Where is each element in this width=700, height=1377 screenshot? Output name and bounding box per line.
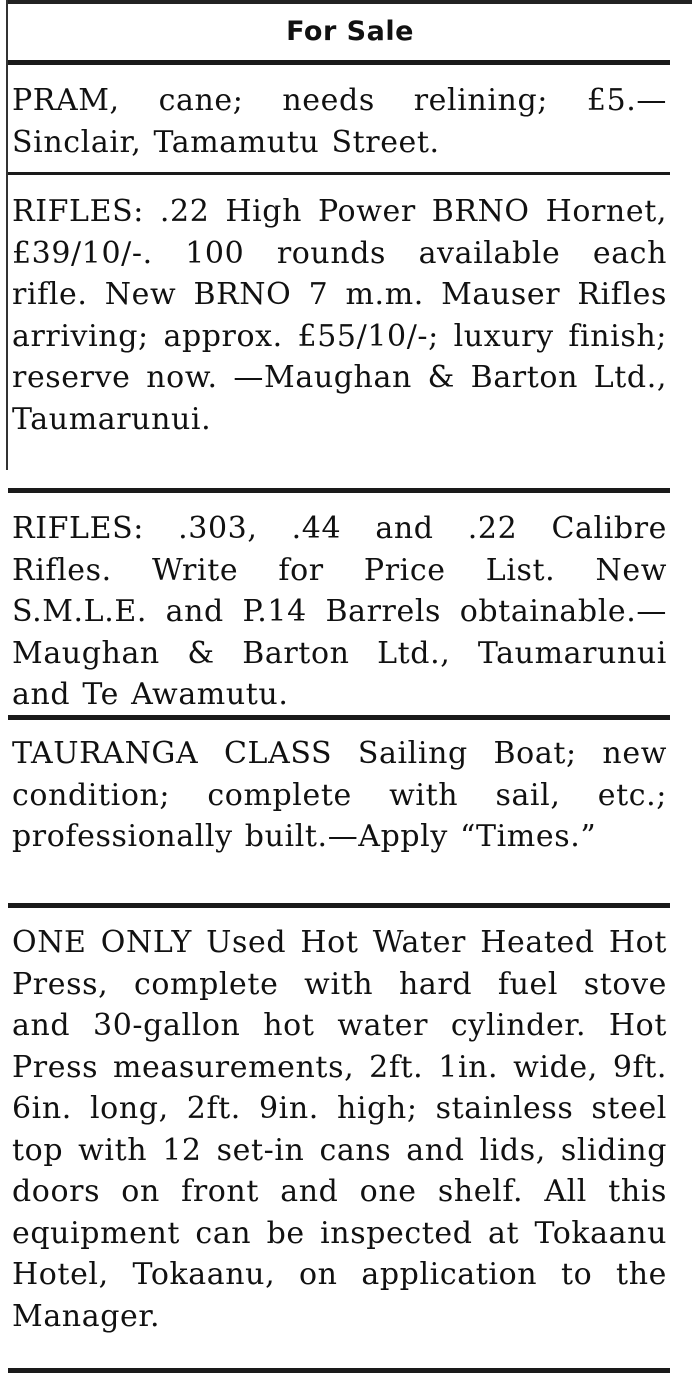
header-rule [8, 60, 670, 65]
ad-rifles-calibre: RIFLES: .303, .44 and .22 Calibre Rifles. Write for Price List. New S.M.L.E. and P.14 Barrels obtainable.—Maughan & Barton Ltd., Taumarunui and Te Awamutu. [12, 511, 667, 712]
ad-sailing-boat: TAURANGA CLASS Sailing Boat; new condition; complete with sail, etc.; professionally built.—Apply “Times.” [12, 736, 667, 854]
ad-divider [8, 715, 670, 720]
column-left-rule [6, 0, 8, 470]
ad-divider [8, 172, 670, 175]
ad-rifles-brno: RIFLES: .22 High Power BRNO Hornet, £39/10/-. 100 rounds available each rifle. New BRNO 7 m.m. Mauser Rifles arriving; approx. £55/10/-; luxury finish; reserve now. —Maughan & Barton Ltd., Taumarunui. [12, 194, 667, 437]
ad-divider [8, 903, 670, 908]
ad-hot-press: ONE ONLY Used Hot Water Heated Hot Press, complete with hard fuel stove and 30-gallon hot water cylinder. Hot Press measurements, 2ft. 1in. wide, 9ft. 6in. long, 2ft. 9in. high; stainless steel top with 12 set-in cans and lids, sliding doors on front and one shelf. All this equipment can be inspected at Tokaanu Hotel, Tokaanu, on application to the Manager. [12, 925, 667, 1334]
ad-divider [8, 488, 670, 493]
ad-pram: PRAM, cane; needs relining; £5.—Sinclair, Tamamutu Street. [12, 83, 667, 160]
section-title: For Sale [286, 16, 414, 47]
bottom-rule [8, 1368, 670, 1373]
top-rule [8, 0, 692, 4]
section-header [8, 8, 692, 56]
